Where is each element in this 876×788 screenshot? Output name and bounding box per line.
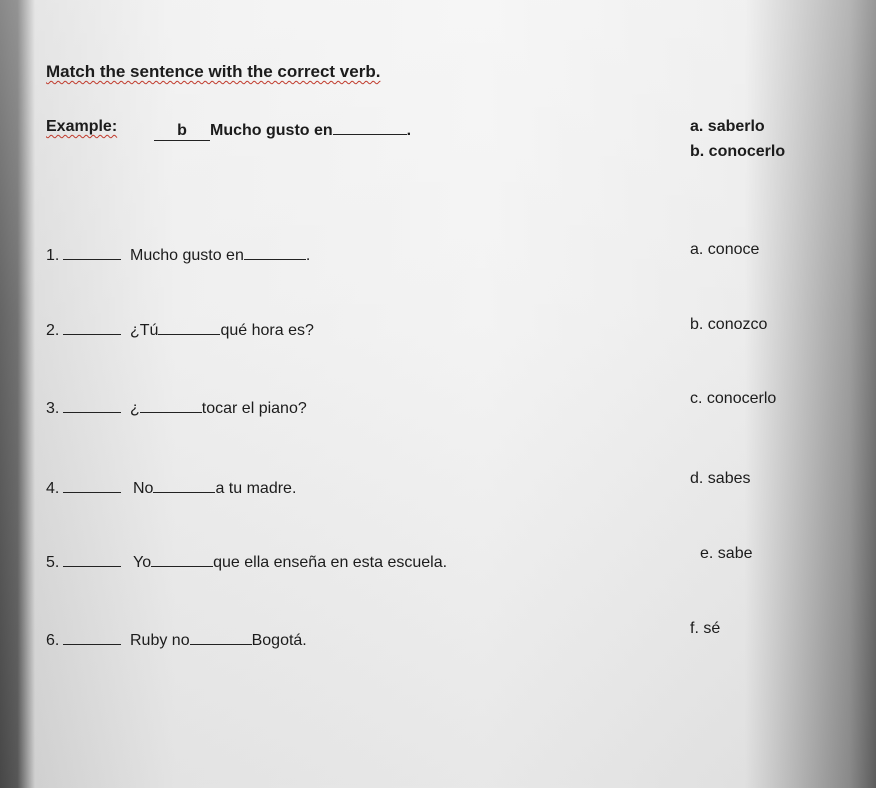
question-part: Bogotá. <box>251 632 307 649</box>
example-answer: b <box>154 122 210 141</box>
question-row-6 <box>46 628 121 650</box>
question-part: No <box>133 480 154 497</box>
question-number: 2. <box>46 322 60 339</box>
question-text-2 <box>130 318 314 340</box>
fill-blank[interactable] <box>153 476 215 493</box>
example-row <box>46 118 117 136</box>
question-part: Mucho gusto en <box>130 247 244 264</box>
question-number: 6. <box>46 632 60 649</box>
question-row-5 <box>46 550 121 572</box>
question-part: . <box>305 247 311 264</box>
example-option-b: b. conocerlo <box>690 143 786 160</box>
option-b: b. conozco <box>690 316 768 333</box>
answer-blank[interactable] <box>63 396 121 413</box>
question-part: Yo <box>133 554 152 571</box>
question-number: 5. <box>46 554 60 571</box>
question-text-1 <box>130 243 310 265</box>
question-number: 4. <box>46 480 60 497</box>
question-text-6 <box>130 628 307 650</box>
question-part: que ella enseña en esta escuela. <box>213 554 448 571</box>
fill-blank[interactable] <box>140 396 202 413</box>
fill-blank[interactable] <box>158 318 220 335</box>
answer-blank[interactable] <box>63 628 121 645</box>
instruction-text: Match the sentence with the correct verb. <box>46 62 381 81</box>
question-number: 3. <box>46 400 60 417</box>
example-sentence <box>154 118 411 141</box>
question-part: ¿ <box>130 400 140 417</box>
question-number: 1. <box>46 247 60 264</box>
fill-blank[interactable] <box>244 243 306 260</box>
instruction-title <box>46 62 380 82</box>
answer-blank[interactable] <box>63 550 121 567</box>
example-label: Example: <box>46 118 118 135</box>
fill-blank[interactable] <box>190 628 252 645</box>
question-text-3 <box>130 396 307 418</box>
option-e: e. sabe <box>700 545 753 562</box>
question-part: ¿Tú <box>130 322 159 339</box>
answer-blank[interactable] <box>63 243 121 260</box>
option-d: d. sabes <box>690 470 751 487</box>
option-a: a. conoce <box>690 241 760 258</box>
answer-blank[interactable] <box>63 476 121 493</box>
example-end: . <box>406 122 412 139</box>
option-c: c. conocerlo <box>690 390 777 407</box>
question-part: tocar el piano? <box>201 400 307 417</box>
answer-blank[interactable] <box>63 318 121 335</box>
fill-blank[interactable] <box>151 550 213 567</box>
question-part: qué hora es? <box>220 322 314 339</box>
question-row-1 <box>46 243 121 265</box>
question-row-4 <box>46 476 121 498</box>
example-blank <box>333 118 407 135</box>
question-text-4 <box>133 476 296 498</box>
option-f: f. sé <box>690 620 721 637</box>
example-option-a: a. saberlo <box>690 118 765 135</box>
question-text-5 <box>133 550 447 572</box>
example-sentence-text: Mucho gusto en <box>210 122 333 139</box>
question-row-2 <box>46 318 121 340</box>
question-part: a tu madre. <box>215 480 297 497</box>
question-part: Ruby no <box>130 632 190 649</box>
question-row-3 <box>46 396 121 418</box>
